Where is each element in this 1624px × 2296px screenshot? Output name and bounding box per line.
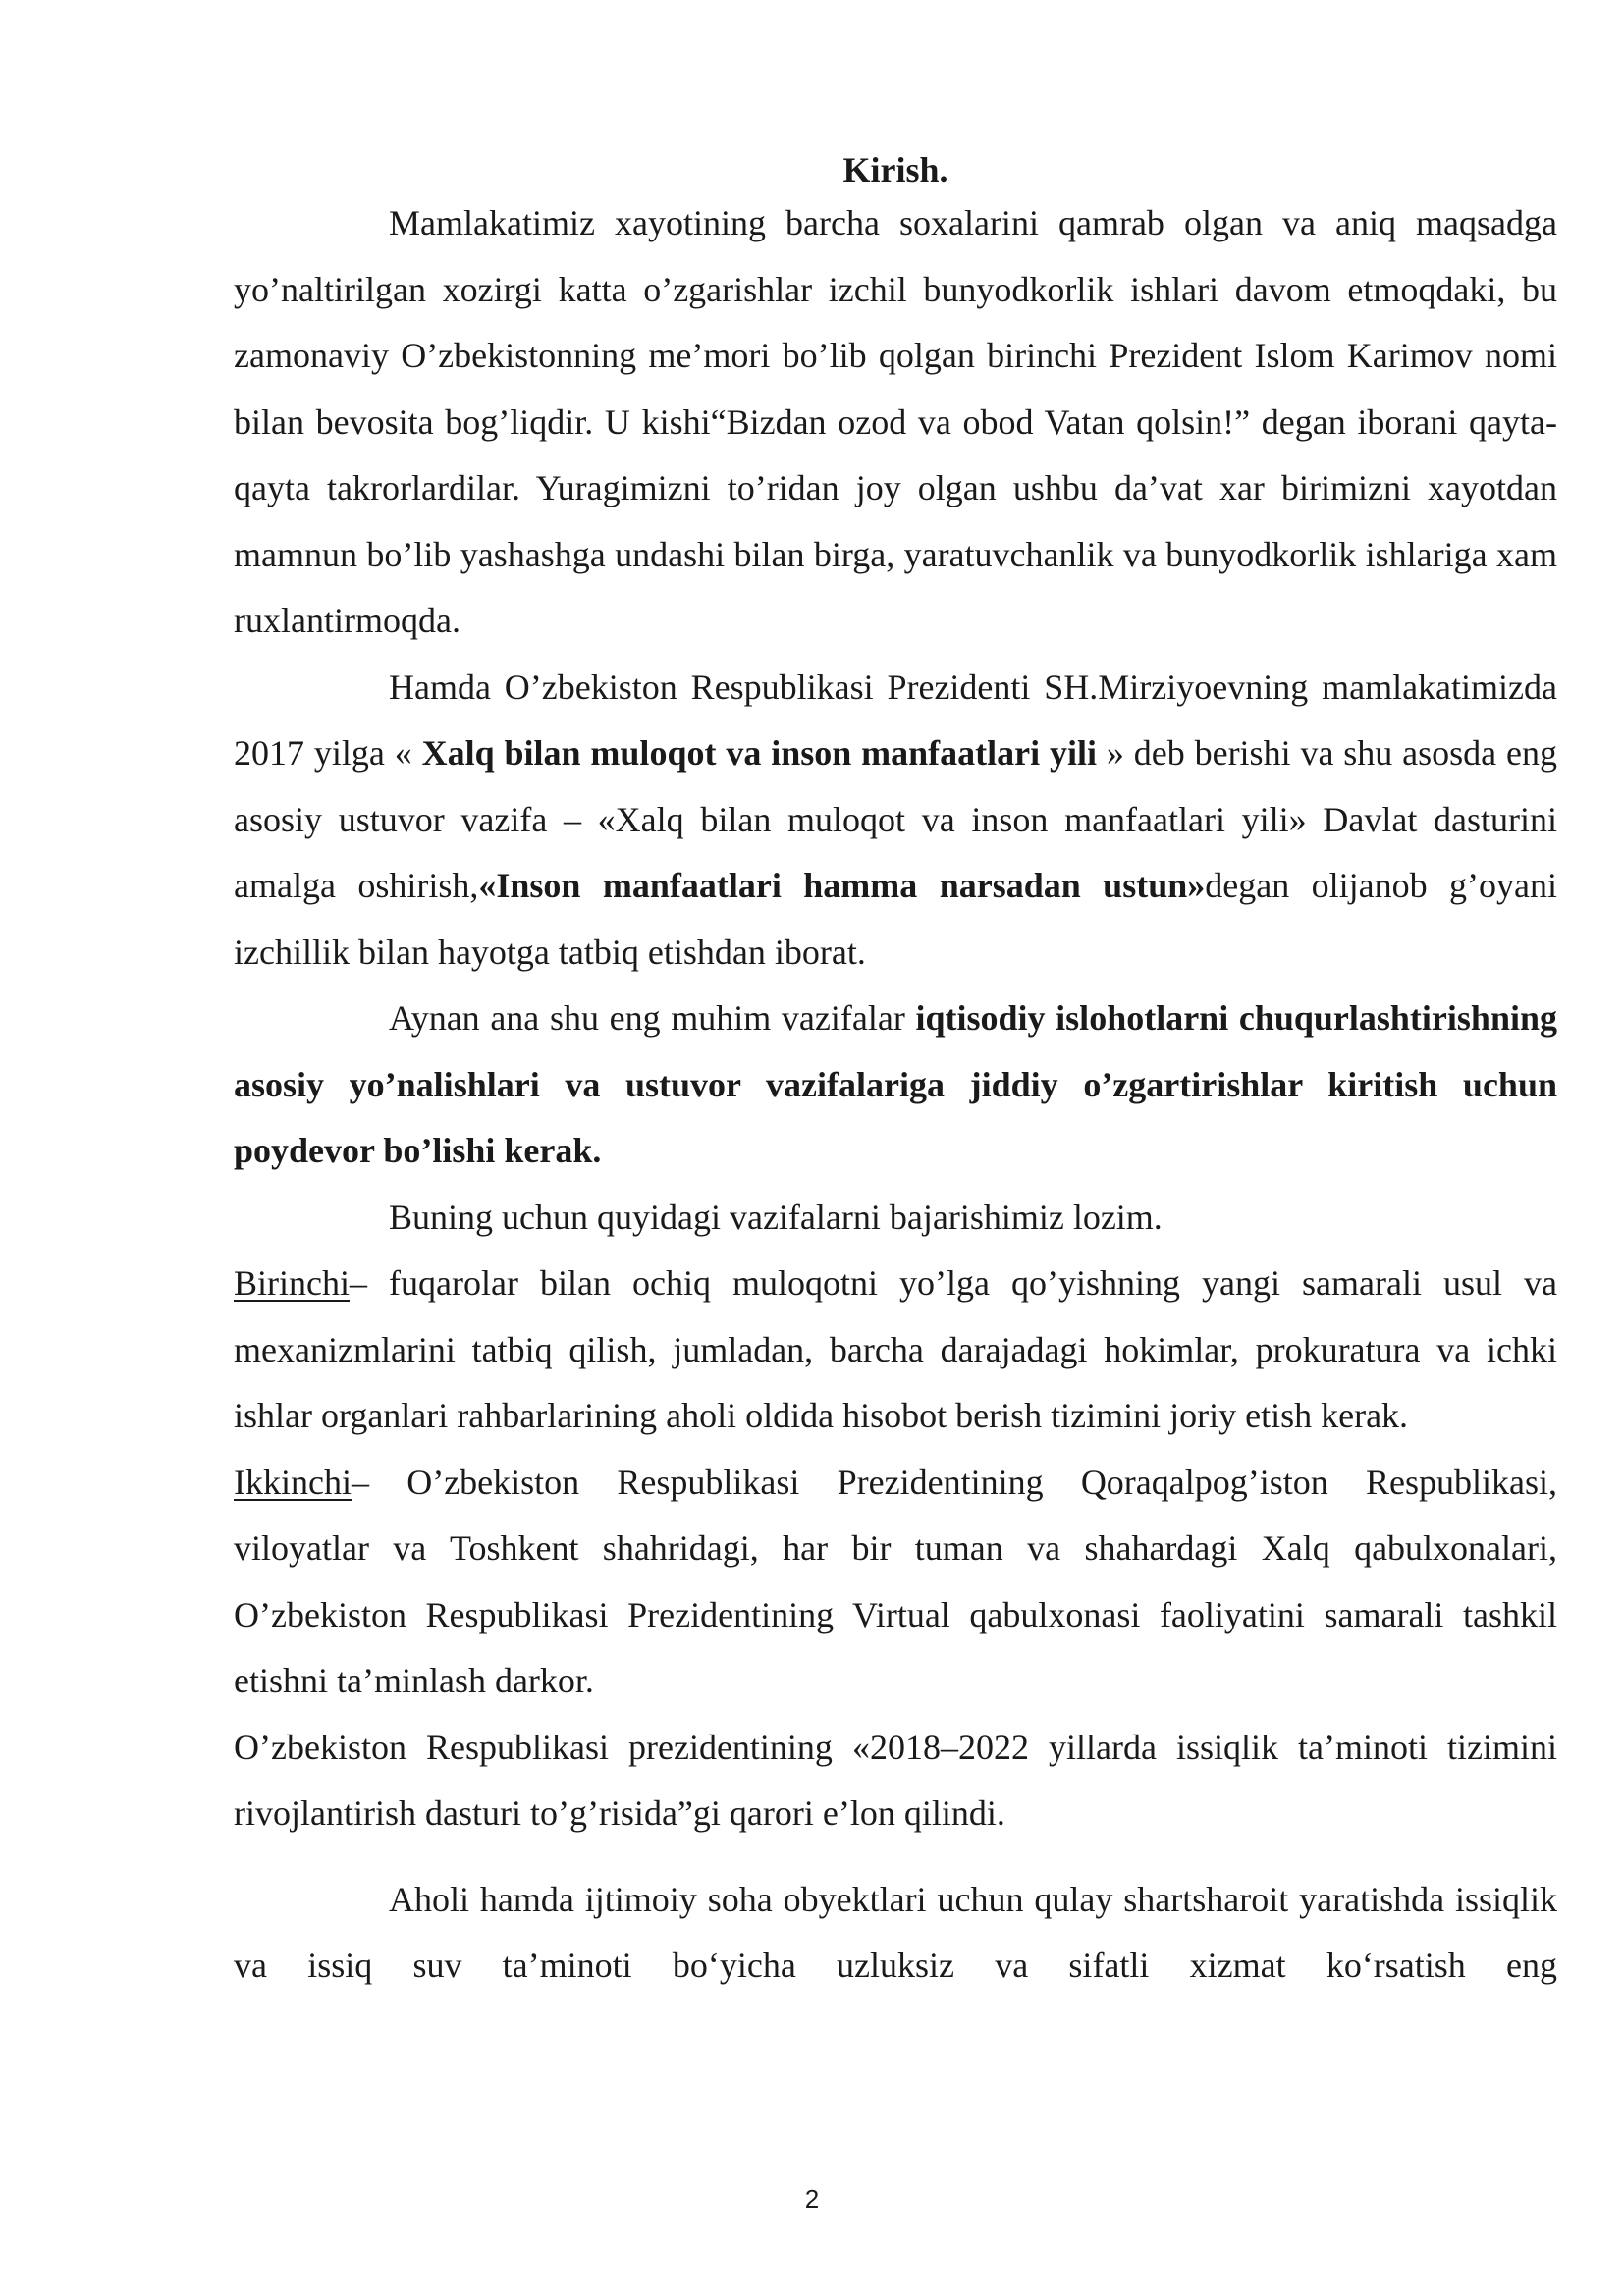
paragraph-tasks-intro: Buning uchun quyidagi vazifalarni bajarishimiz lozim. bbox=[389, 1197, 1163, 1237]
bold-phrase: «Inson manfaatlari hamma narsadan ustun» bbox=[478, 866, 1206, 905]
page-title: Kirish. bbox=[842, 150, 948, 189]
task-label-first: Birinchi bbox=[234, 1263, 350, 1303]
paragraph-heating: Aholi hamda ijtimoiy soha obyektlari uchun qulay shartsharoit yaratishda issiqlik va issiq suv ta’minoti bo‘yicha uzluksiz va sifatli xizmat ko‘rsatish eng bbox=[234, 1879, 1557, 1985]
paragraph-resolution: O’zbekiston Respublikasi prezidentining «2018–2022 yillarda issiqlik ta’minoti tizimini rivojlantirish dasturi to’g’risida”gi qarori e’lon qilindi. bbox=[234, 1727, 1557, 1833]
paragraph-text: – O’zbekiston Respublikasi Prezidentining Qoraqalpog’iston Respublikasi, viloyatlar va Toshkent shahridagi, har bir tuman va shahardagi Xalq qabulxonalari, O’zbekiston Respublikasi Prezidentining Virtual qabulxonasi faoliyatini samarali tashkil etishni ta’minlash darkor. bbox=[234, 1462, 1557, 1700]
document-body bbox=[234, 149, 1557, 2000]
bold-phrase: iqtisodiy islohotlarni chuqurlashtirishning asosiy yo’nalishlari va ustuvor vazifalariga jiddiy o’zgartirishlar kiritish uchun poydevor bo’lishi kerak. bbox=[234, 998, 1557, 1170]
paragraph-text: degan olijanob g’oyani izchillik bilan hayotga tatbiq etishdan iborat. bbox=[234, 866, 1557, 972]
paragraph-president bbox=[234, 655, 1557, 987]
paragraph-intro: Mamlakatimiz xayotining barcha soxalarini qamrab olgan va aniq maqsadga yo’naltirilgan xozirgi katta o’zgarishlar izchil bunyodkorlik ishlari davom etmoqdaki, bu zamonaviy O’zbekistonning me’mori bo’lib qolgan birinchi Prezident Islom Karimov nomi bilan bevosita bog’liqdir. U kishi“Bizdan ozod va obod Vatan qolsin!” degan iborani qayta-qayta takrorlardilar. Yuragimizni to’ridan joy olgan ushbu da’vat xar birimizni xayotdan mamnun bo’lib yashashga undashi bilan birga, yaratuvchanlik va bunyodkorlik ishlariga xam ruxlantirmoqda. bbox=[234, 203, 1557, 640]
bold-phrase: Xalq bilan muloqot va inson manfaatlari yili bbox=[421, 733, 1097, 773]
page-number: 2 bbox=[804, 2184, 820, 2214]
paragraph-second-task bbox=[234, 1450, 1557, 1715]
task-label-second: Ikkinchi bbox=[234, 1462, 352, 1502]
paragraph-text: » deb berishi va shu asosda eng asosiy ustuvor vazifa – «Xalq bilan muloqot va inson manfaatlari yili» Davlat dasturini amalga oshirish, bbox=[234, 733, 1558, 905]
paragraph-text: – fuqarolar bilan ochiq muloqotni yo’lga qo’yishning yangi samarali usul va mexanizmlarini tatbiq qilish, jumladan, barcha darajadagi hokimlar, prokuratura va ichki ishlar organlari rahbarlarining aholi oldida hisobot berish tizimini joriy etish kerak. bbox=[234, 1263, 1557, 1435]
paragraph-text: Hamda O’zbekiston Respublikasi Prezidenti SH.Mirziyoevning mamlakatimizda 2017 yilga « bbox=[234, 667, 1557, 773]
paragraph-text: Aynan ana shu eng muhim vazifalar bbox=[389, 998, 916, 1038]
paragraph-first-task bbox=[234, 1251, 1557, 1450]
paragraph-gap bbox=[234, 1847, 1557, 1867]
paragraph-reforms bbox=[234, 986, 1557, 1185]
